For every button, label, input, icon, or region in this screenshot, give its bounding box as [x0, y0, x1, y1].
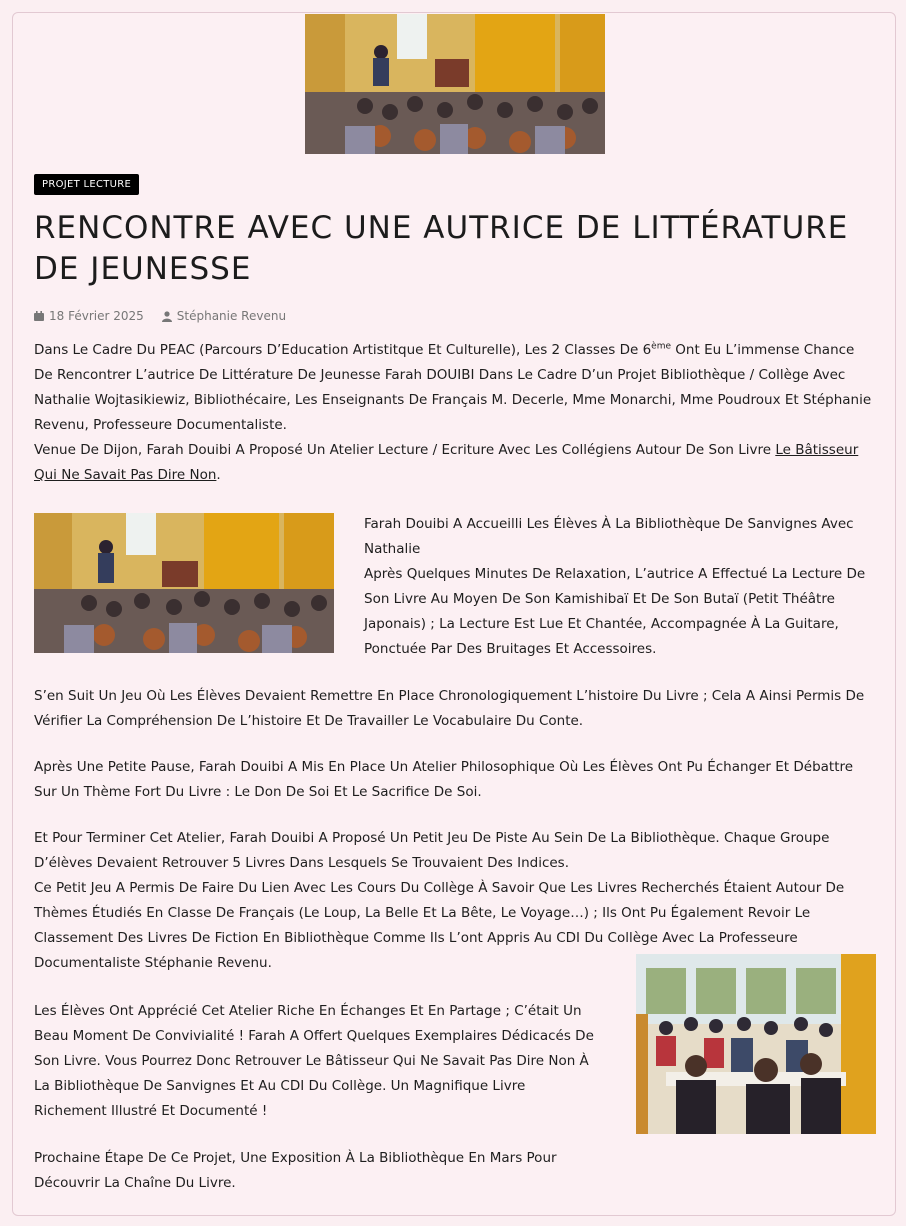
featured-image[interactable]: [305, 14, 605, 154]
next-paragraph: [34, 1146, 600, 1196]
track-text-2: Ce Petit Jeu A Permis De Faire Du Lien Avec Les Cours Du Collège À Savoir Que Les Livres Recherchés Étaient Autour De Thèmes Étudiés En Classe De Français (Le Loup, La Belle Et La Bête, Le Voyage…) ; Ils Ont Pu Également Revoir Le Classement Des Livres De Fiction En Bibliothèque Comme Ils L’ont Appris Au CDI Du Collège Avec La Professeure Documentaliste Stéphanie Revenu.: [34, 880, 845, 971]
venue-text: Venue De Dijon, Farah Douibi A Proposé Un Atelier Lecture / Ecriture Avec Les Collégiens Autour De Son Livre: [34, 442, 776, 458]
welcome-text: Farah Douibi A Accueilli Les Élèves À La Bibliothèque De Sanvignes Avec Nathalie: [364, 516, 854, 557]
appreciation-text: Les Élèves Ont Apprécié Cet Atelier Riche En Échanges Et En Partage ; C’était Un Beau Moment De Convivialité ! Farah A Offert Quelques Exemplaires Dédicacés De Son Livre. Vous Pourrez Donc Retrouver Le Bâtisseur Qui Ne Savait Pas Dire Non À La Bibliothèque De Sanvignes Et Au CDI Du Collège. Un Magnifique Livre Richement Illustré Et Documenté !: [34, 1003, 594, 1119]
category-badge[interactable]: PROJET LECTURE: [34, 174, 139, 195]
user-icon: [162, 311, 172, 322]
article-image-reading[interactable]: [34, 513, 334, 653]
article-image-classroom[interactable]: [636, 954, 876, 1134]
intro-text-a: Dans Le Cadre Du PEAC (Parcours D’Education Artistitque Et Culturelle), Les 2 Classes De 6: [34, 342, 652, 358]
book-link[interactable]: Le Bâtisseur Qui Ne Savait Pas Dire Non: [34, 442, 859, 483]
philo-text: Après Une Petite Pause, Farah Douibi A Mis En Place Un Atelier Philosophique Où Les Élèves Ont Pu Échanger Et Débattre Sur Un Thème Fort Du Livre : Le Don De Soi Et Le Sacrifice De Soi.: [34, 759, 854, 800]
intro-sup: ème: [651, 341, 672, 352]
intro-paragraph: [34, 338, 874, 488]
page-title: RENCONTRE AVEC UNE AUTRICE DE LITTÉRATURE DE JEUNESSE: [34, 210, 849, 287]
philo-paragraph: [34, 755, 874, 805]
game-paragraph: [34, 684, 874, 734]
next-text: Prochaine Étape De Ce Projet, Une Exposition À La Bibliothèque En Mars Pour Découvrir La Chaîne Du Livre.: [34, 1150, 557, 1191]
calendar-icon: [34, 311, 44, 321]
venue-end: .: [216, 467, 221, 483]
game-text: S’en Suit Un Jeu Où Les Élèves Devaient Remettre En Place Chronologiquement L’histoire Du Livre ; Cela A Ainsi Permis De Vérifier La Compréhension De L’histoire Et De Travailler Le Vocabulaire Du Conte.: [34, 688, 865, 729]
intro-text-b: Ont Eu L’immense Chance De Rencontrer L’autrice De Littérature De Jeunesse Farah DOUIBI Dans Le Cadre D’un Projet Bibliothèque / Collège Avec Nathalie Wojtasikiewiz, Bibliothécaire, Les Enseignants De Français M. Decerle, Mme Monarchi, Mme Poudroux Et Stéphanie Revenu, Professeure Documentaliste.: [34, 342, 872, 433]
post-author[interactable]: Stéphanie Revenu: [176, 309, 287, 323]
reading-text: Après Quelques Minutes De Relaxation, L’autrice A Effectué La Lecture De Son Livre Au Moyen De Son Kamishibaï Et De Son Butaï (Petit Théâtre Japonais) ; La Lecture Est Lue Et Chantée, Accompagnée À La Guitare, Ponctuée Par Des Bruitages Et Accessoires.: [364, 566, 866, 657]
appreciation-paragraph: [34, 999, 600, 1124]
post-meta: [34, 309, 286, 323]
welcome-paragraph: [364, 512, 878, 662]
track-text: Et Pour Terminer Cet Atelier, Farah Douibi A Proposé Un Petit Jeu De Piste Au Sein De La Bibliothèque. Chaque Groupe D’élèves Devaient Retrouver 5 Livres Dans Lesquels Se Trouvaient Des Indices.: [34, 830, 830, 871]
post-date[interactable]: 18 Février 2025: [49, 309, 144, 323]
